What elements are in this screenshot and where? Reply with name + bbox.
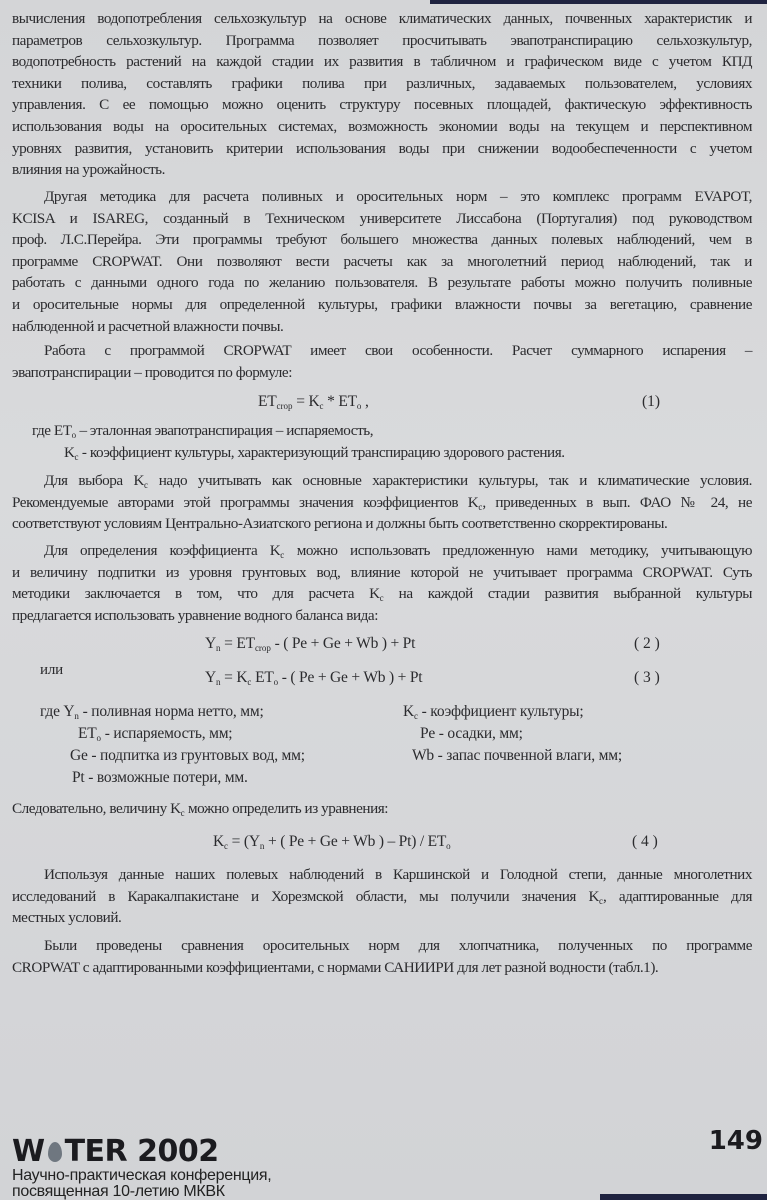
text-line: местных условий. <box>12 909 122 927</box>
page-number: 149 <box>708 1126 763 1156</box>
subscript: crop <box>276 401 293 411</box>
text-line: влияния на урожайность. <box>12 161 165 179</box>
subscript: o <box>446 841 451 851</box>
text-line: Используя данные наших полевых наблюдений в Каршинской и Голодной степи, данные многолетних <box>44 866 752 883</box>
subscript: o <box>71 430 77 440</box>
definition-pt: Pt - возможные потери, мм. <box>72 769 248 786</box>
text-line: Были проведены сравнения оросительных норм для хлопчатника, полученных по программе <box>44 937 752 954</box>
formula-4-number: ( 4 ) <box>632 833 658 850</box>
subscript: n <box>216 677 221 687</box>
text-line: и оросительные нормы для определенной культуры, графики влажности почвы за вегетацию, сравнение <box>12 295 752 313</box>
text-line: CROPWAT с адаптированными коэффициентами, с нормами САНИИРИ для лет разной водности (табл.1). <box>12 958 659 976</box>
subscript: c <box>143 480 148 490</box>
subscript: c <box>74 451 79 462</box>
text-line: Другая методика для расчета поливных и оросительных норм – это комплекс программ EVAPOT, <box>44 188 752 205</box>
paragraph-5 <box>12 540 752 626</box>
text-line: программе CROPWAT. Они позволяют вести расчеты как за многолетний период наблюдений, так и <box>12 252 752 270</box>
subscript: c <box>319 401 324 411</box>
or-label: или <box>40 662 63 678</box>
subscript: crop <box>254 643 271 653</box>
logo-text-ter: TER 2002 <box>64 1134 219 1169</box>
text-line: эвапотранспирации – проводится по формуле: <box>12 363 292 381</box>
text-line: уровнях развития, установить критерии использования воды при снижении водообеспеченности с учетом <box>12 139 752 157</box>
logo-text-w: W <box>12 1134 45 1169</box>
water-drop-icon <box>48 1142 62 1162</box>
text-line: техники полива, составлять графики полива при различных, задаваемых пользователем, условиях <box>12 74 752 92</box>
text-line: Работа с программой CROPWAT имеет свои особенности. Расчет суммарного испарения – <box>44 342 752 359</box>
text-line: проф. Л.С.Перейра. Эти программы требуют большего множества данных полевых наблюдений, чем в <box>12 231 752 249</box>
subscript: c <box>599 895 603 906</box>
text-line: Следовательно, величину $K_c$ можно определить из уравнения: <box>12 800 389 818</box>
subscript: o <box>356 401 362 411</box>
page-edge-shadow <box>430 0 767 4</box>
paragraph-7 <box>12 864 752 929</box>
where-block-1 <box>32 420 732 463</box>
text-line: управления. С ее помощью можно оценить структуру посевных площадей, фактическую эффективность <box>12 96 752 114</box>
definition-pe: Pe - осадки, мм; <box>420 725 523 742</box>
paragraph-6 <box>12 798 752 820</box>
page-edge-shadow-bottom <box>600 1194 767 1200</box>
text-line: соответствуют условиям Центрально-Азиатского региона и должны быть соответственно скорректированы. <box>12 515 668 533</box>
conference-subtitle-1: Научно-практическая конференция, <box>12 1167 272 1184</box>
paragraph-2 <box>12 186 752 337</box>
formula-3: $Y_n = K_c$ $ET_o$ - ( Pe + Ge + Wb ) + Pt <box>205 669 423 687</box>
text-line: водопотребность растений на каждой стадии их развития в табличном и графическом виде с учетом КПД <box>12 53 752 71</box>
text-line: наблюденной и расчетной влажности почвы. <box>12 317 284 335</box>
water-2002-logo <box>12 1136 219 1168</box>
definition-yn: где $Y_n$ - поливная норма нетто, мм; <box>40 703 264 721</box>
formula-2-number: ( 2 ) <box>634 635 660 652</box>
subscript: c <box>180 808 185 818</box>
text-line: исследований в Каракалпакистане и Хорезмской области, мы получили значения $K_c$, адаптированные для <box>12 887 753 906</box>
text-line: параметров сельхозкультур. Программа позволяет просчитывать эвапотранспирацию сельхозкультур, <box>12 31 752 49</box>
subscript: o <box>273 677 279 687</box>
text-line: $K_c$ - коэффициент культуры, характеризующий транспирацию здорового растения. <box>64 443 565 462</box>
text-line: вычисления водопотребления сельхозкультур на основе климатических данных, почвенных характеристик и <box>12 10 752 27</box>
text-line: KCISA и ISAREG, созданный в Техническом университете Лиссабона (Португалия) под руководством <box>12 209 752 227</box>
paragraph-8 <box>12 935 752 978</box>
subscript: c <box>280 550 285 560</box>
text-line: использования воды на оросительных системах, возможность экономии воды на текущем и перспективном <box>12 117 752 135</box>
text-line: методики заключается в том, что для расчета $K_c$ на каждой стадии развития выбранной культуры <box>12 585 752 604</box>
subscript: o <box>96 733 102 743</box>
paragraph-1 <box>12 8 752 181</box>
subscript: n <box>259 841 265 851</box>
definition-ge: Ge - подпитка из грунтовых вод, мм; <box>70 747 305 764</box>
subscript: c <box>224 841 228 851</box>
definition-wb: Wb - запас почвенной влаги, мм; <box>412 747 622 764</box>
formula-3-number: ( 3 ) <box>634 669 660 686</box>
conference-subtitle-2: посвященная 10-летию МКВК <box>12 1183 225 1200</box>
text-line: и величину подпитки из уровня грунтовых вод, влияние которой не учитывает программа CROPWAT. Суть <box>12 563 752 581</box>
paragraph-4 <box>12 470 752 535</box>
subscript: c <box>414 711 418 721</box>
text-line: работать с данными одного года по желанию пользователя. В результате работы можно получить поливные <box>12 274 752 292</box>
subscript: c <box>478 501 483 512</box>
text-line: предлагается использовать уравнение водного баланса вида: <box>12 606 378 624</box>
subscript: c <box>247 677 252 687</box>
subscript: n <box>216 643 221 653</box>
formula-2: $Y_n = ET_{crop}$ - ( Pe + Ge + Wb ) + Pt <box>205 635 416 653</box>
formula-1-number: (1) <box>642 393 661 410</box>
subscript: n <box>74 711 79 721</box>
subscript: c <box>379 593 384 604</box>
text-line: где $ET_o$ – эталонная эвапотранспирация – испаряемость, <box>32 422 374 440</box>
formula-4: $K_c = (Y_n$ + ( Pe + Ge + Wb ) – $Pt) / ET_o$ <box>213 833 451 851</box>
definition-kc: $K_c$ - коэффициент культуры; <box>403 703 584 721</box>
text-line: Для определения коэффициента $K_c$ можно использовать предложенную нами методику, учитывающую <box>44 542 752 560</box>
formula-1: $ET_{crop} = K_c * ET_o$ , <box>258 393 369 411</box>
paragraph-3 <box>12 340 752 383</box>
text-line: Рекомендуемые авторами этой программы значения коэффициентов $K_c$, приведенных в вып. ФАО № 24, не <box>12 493 752 512</box>
text-line: Для выбора $K_c$ надо учитывать как основные характеристики культуры, так и климатические условия. <box>44 472 752 490</box>
definition-eto: $ET_o$ - испаряемость, мм; <box>78 725 233 743</box>
